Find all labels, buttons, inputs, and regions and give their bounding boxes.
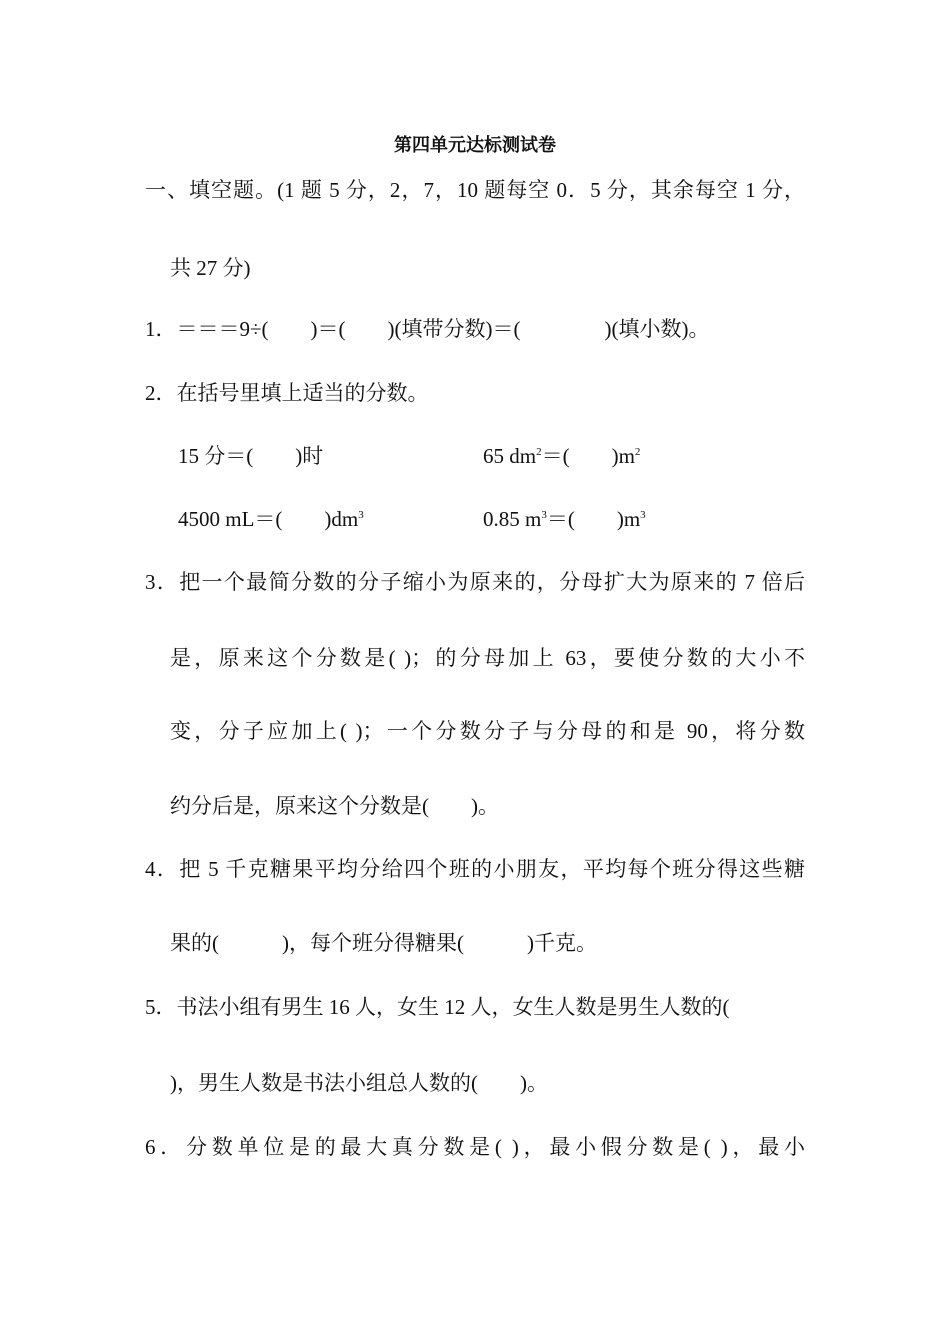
question-3-line: 3．把一个最简分数的分子缩小为原来的，分母扩大为原来的 7 倍后	[145, 570, 805, 594]
section-heading-cont: 共 27 分)	[170, 256, 251, 280]
section-heading: 一、填空题。(1 题 5 分，2，7，10 题每空 0．5 分，其余每空 1 分，	[145, 178, 805, 202]
question-2-stem: 2．在括号里填上适当的分数。	[145, 381, 429, 405]
question-4-line: 果的( )，每个班分得糖果( )千克。	[170, 931, 597, 955]
question-5-line: 5．书法小组有男生 16 人，女生 12 人，女生人数是男生人数的(	[145, 995, 730, 1019]
question-3-line: 约分后是，原来这个分数是( )。	[170, 794, 499, 818]
question-4-line: 4．把 5 千克糖果平均分给四个班的小朋友，平均每个班分得这些糖	[145, 857, 805, 881]
question-6-line: 6．分数单位是的最大真分数是( )，最小假分数是( )，最小	[145, 1135, 805, 1159]
question-3-line: 变，分子应加上( )；一个分数分子与分母的和是 90，将分数	[170, 719, 805, 743]
question-1: 1．＝＝＝9÷( )＝( )(填带分数)＝( )(填小数)。	[145, 317, 710, 341]
question-2b: 65 $dm^2=$( )$m^2$	[483, 444, 641, 468]
question-5-line: )，男生人数是书法小组总人数的( )。	[170, 1071, 548, 1095]
question-3-line: 是，原来这个分数是( )；的分母加上 63，要使分数的大小不	[170, 646, 805, 670]
question-2a: 15 分＝( )时	[178, 444, 324, 468]
question-2c: 4500 mL＝( )$dm^3$	[178, 507, 364, 531]
page-title: 第四单元达标测试卷	[394, 135, 556, 156]
question-2d: 0.85 $m^3=$( )$m^3$	[483, 507, 646, 531]
